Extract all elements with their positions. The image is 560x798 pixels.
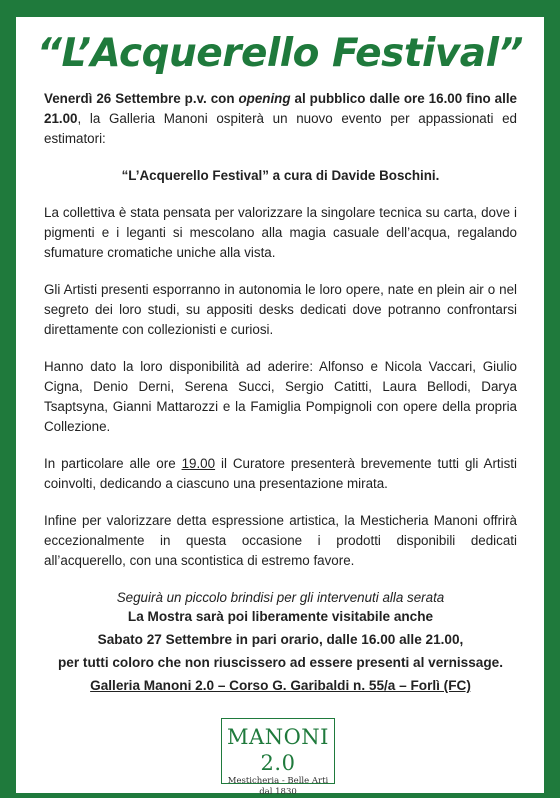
intro-rest: , la Galleria Manoni ospiterà un nuovo evento per appassionati ed estimatori: — [44, 111, 517, 146]
intro-time: al pubblico dalle ore 16.00 fino alle 21.00 — [44, 91, 517, 126]
para4-after: il Curatore presenterà brevemente tutti gli Artisti coinvolti, dedicando a ciascuno una presentazione mirata. — [44, 456, 517, 491]
intro-date: Venerdì 26 Settembre p.v. con — [44, 91, 239, 106]
toast-line: Seguirà un piccolo brindisi per gli intervenuti alla serata — [116, 590, 445, 605]
closing-line-1: La Mostra sarà poi liberamente visitabile anche — [127, 609, 434, 624]
flyer-title: “L’Acquerello Festival” — [36, 31, 524, 76]
logo-since: dal 1830 — [259, 787, 297, 797]
para4-time: 19.00 — [181, 456, 216, 471]
closing-block — [44, 605, 517, 697]
intro-paragraph — [44, 89, 517, 149]
manoni-logo — [221, 718, 335, 797]
paragraph-curator-presentation — [44, 454, 517, 494]
closing-line-3: per tutti coloro che non riuscissero ad essere presenti al vernissage. — [58, 655, 503, 670]
logo-subtitle: Mesticheria - Belle Arti — [227, 776, 329, 786]
para4-before: In particolare alle ore — [44, 456, 182, 471]
flyer-body — [44, 89, 517, 625]
paragraph-discount: Infine per valorizzare detta espressione artistica, la Mesticheria Manoni offrirà eccezionalmente in questa occasione i prodotti disponibili dedicati all’acquerello, con una scontistica di estremo favore. — [44, 513, 517, 568]
logo-name: MANONI 2.0 — [227, 725, 329, 775]
flyer-page — [16, 17, 544, 797]
paragraph-technique: La collettiva è stata pensata per valorizzare la singolare tecnica su carta, dove i pigmenti e i leganti si mescolano alla magia casuale dell’acqua, regalando sfumature cromatiche uniche alla vista. — [44, 205, 517, 260]
gallery-address: Galleria Manoni 2.0 – Corso G. Garibaldi n. 55/a – Forlì (FC) — [90, 678, 471, 693]
intro-opening: opening — [238, 91, 291, 106]
closing-line-2: Sabato 27 Settembre in pari orario, dalle 16.00 alle 21.00, — [97, 632, 464, 647]
curated-line: “L’Acquerello Festival” a cura di Davide Boschini. — [121, 168, 440, 183]
paragraph-artist-list: Hanno dato la loro disponibilità ad aderire: Alfonso e Nicola Vaccari, Giulio Cigna, Denio Derni, Serena Succi, Sergio Catitti, Laura Bellodi, Darya Tsaptsyna, Gianni Mattarozzi e la Famiglia Pompignoli con opere della propria Collezione. — [44, 359, 517, 434]
paragraph-artists-exhibit: Gli Artisti presenti esporranno in autonomia le loro opere, nate en plein air o nel segreto dei loro studi, su appositi desks dedicati dove potranno confrontarsi direttamente con collezionisti e curiosi. — [44, 282, 517, 337]
